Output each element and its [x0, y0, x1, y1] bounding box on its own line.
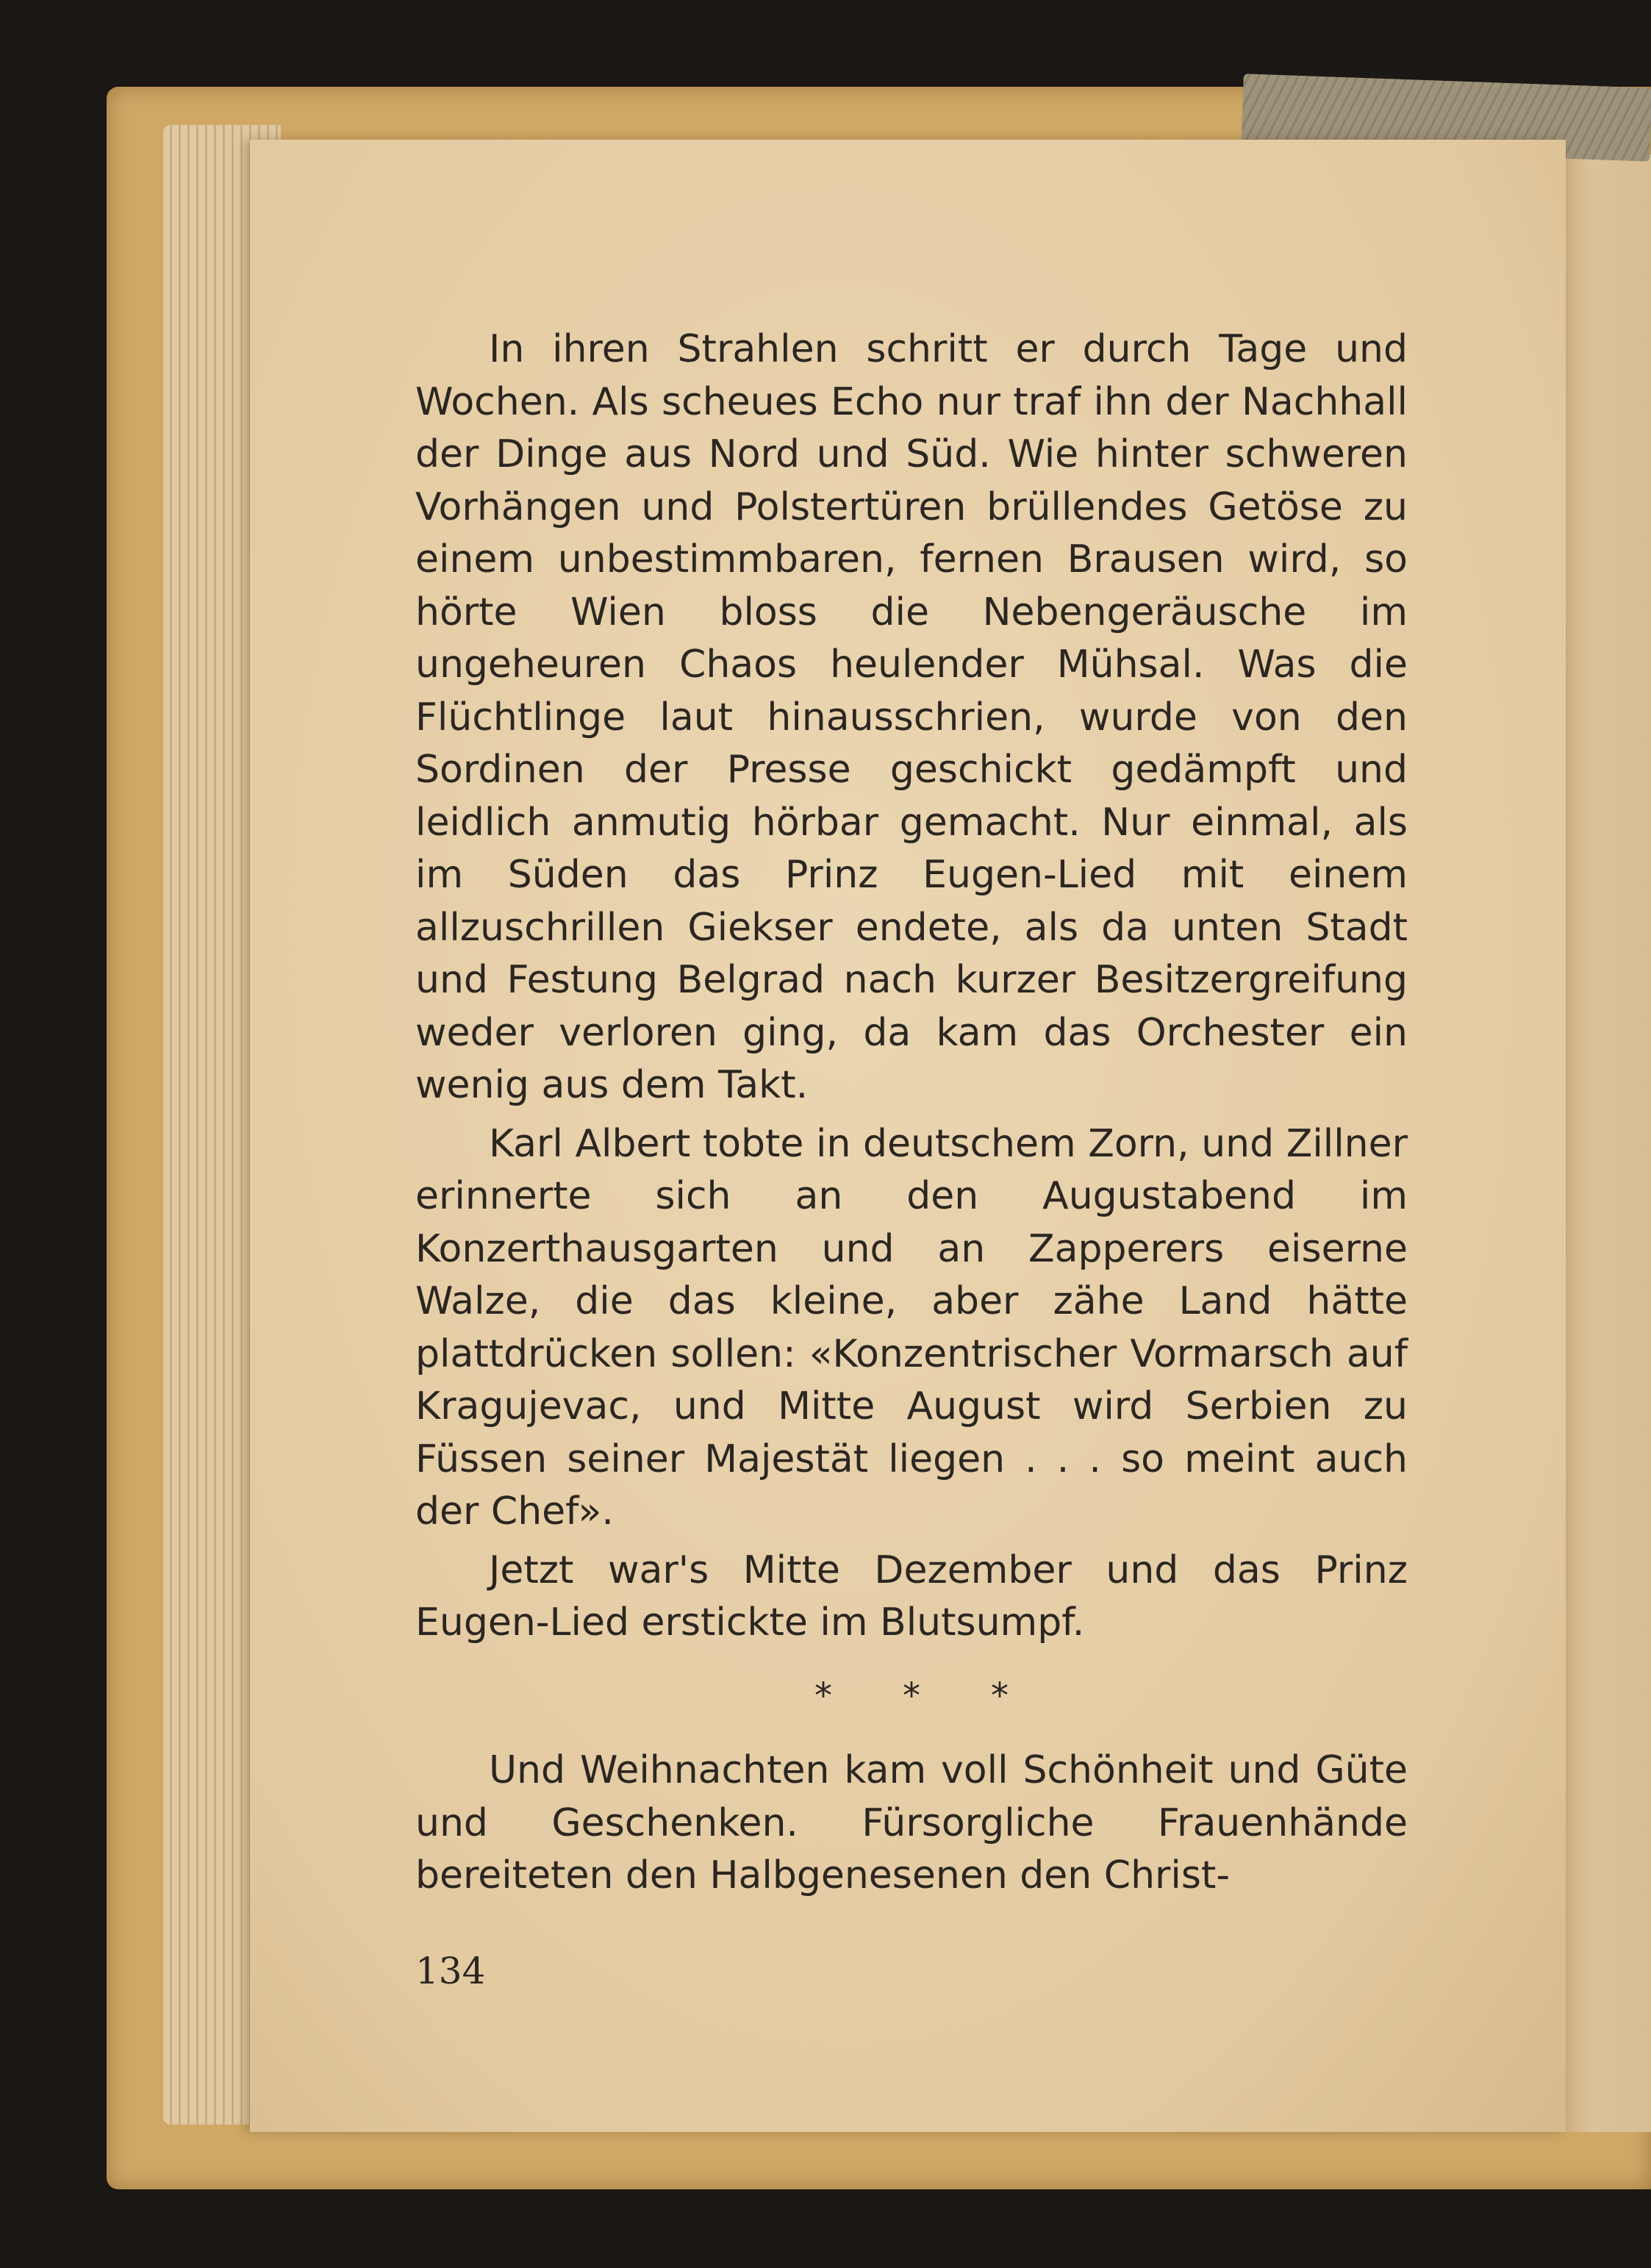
separator-star: * [903, 1675, 920, 1717]
separator-star: * [991, 1675, 1009, 1717]
section-separator [415, 1670, 1408, 1723]
facing-page-edge [1552, 154, 1651, 2132]
paragraph-1: In ihren Strahlen schritt er durch Tage und Wochen. Als scheues Echo nur traf ihn der Nachhall der Dinge aus Nord und Süd. Wie hinter schweren Vorhängen und Polstertüren brüllendes Getöse zu einem unbestimmbaren, fernen Brausen wird, so hörte Wien bloss die Nebengeräusche im ungeheuren Chaos heulender Mühsal. Was die Flüchtlinge laut hinausschrien, wurde von den Sordinen der Presse geschickt gedämpft und leidlich anmutig hörbar gemacht. Nur einmal, als im Süden das Prinz Eugen-Lied mit einem allzuschrillen Giekser endete, als da unten Stadt und Festung Belgrad nach kurzer Besitzergreifung weder verloren ging, da kam das Orchester ein wenig aus dem Takt. [415, 327, 1408, 1107]
page-number: 134 [415, 1950, 486, 1992]
paragraph-3: Jetzt war's Mitte Dezember und das Prinz Eugen-Lied erstickte im Blutsumpf. [415, 1548, 1408, 1645]
page-text [415, 323, 1408, 1903]
paragraph-2: Karl Albert tobte in deutschem Zorn, und Zillner erinnerte sich an den Augustabend im Konzerthausgarten und an Zapperers eiserne Walze, die das kleine, aber zähe Land hätte plattdrücken sollen: «Konzentrischer Vormarsch auf Kragujevac, und Mitte August wird Serbien zu Füssen seiner Majestät liegen . . . so meint auch der Chef». [415, 1121, 1408, 1534]
paragraph-4: Und Weihnachten kam voll Schönheit und Güte und Geschenken. Fürsorgliche Frauenhände bereiteten den Halbgenesenen den Christ- [415, 1748, 1408, 1897]
separator-star: * [814, 1675, 832, 1717]
